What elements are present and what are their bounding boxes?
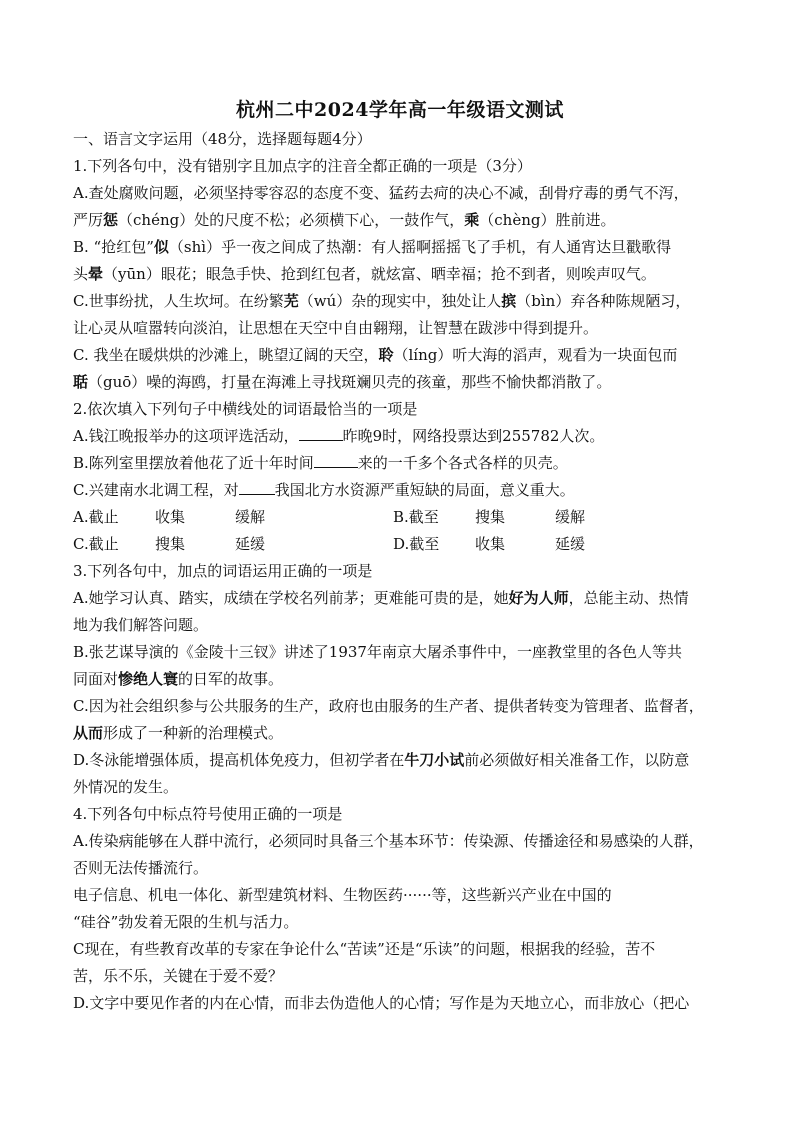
dotted-phrase: 从而 — [73, 724, 104, 742]
answer-label: D.截至 — [393, 535, 440, 553]
answer-word: 缓解 — [235, 508, 266, 526]
dotted-char: 摈 — [501, 292, 517, 310]
fill-blank — [314, 453, 358, 468]
answer-word: 搜集 — [475, 508, 506, 526]
sentence-b — [73, 450, 727, 477]
fill-blank — [239, 480, 275, 495]
answer-option-a — [73, 504, 393, 531]
option-text: C. 我坐在暖烘烘的沙滩上，眺望辽阔的天空， — [73, 346, 379, 364]
option-d — [73, 342, 727, 396]
sentence-text: 我国北方水资源严重短缺的局面，意义重大。 — [274, 481, 575, 499]
option-text: B. “抢红包” — [73, 238, 154, 256]
option-text: 前必须做好相关准备工作，以防意 — [464, 751, 690, 769]
option-c — [73, 936, 727, 990]
option-a — [73, 828, 727, 882]
option-text: 同面对 — [73, 670, 119, 688]
dotted-char: 芜 — [283, 292, 299, 310]
sentence-text: C.兴建南水北调工程，对 — [73, 481, 239, 499]
answer-option-c — [73, 531, 393, 558]
option-text: （líng）听大海的滔声，观看为一块面包而 — [393, 346, 678, 364]
option-text: （chèng）胜前进。 — [479, 211, 616, 229]
answer-word: 收集 — [475, 535, 506, 553]
option-b — [73, 882, 727, 936]
answer-word: 延缓 — [555, 535, 586, 553]
answer-label: B.截至 — [393, 508, 439, 526]
option-text: 地为我们解答问题。 — [73, 616, 209, 634]
answer-row — [73, 504, 727, 531]
dotted-phrase: 好为人师 — [508, 589, 569, 607]
sentence-text: A.钱江晚报举办的这项评选活动， — [73, 427, 299, 445]
question-stem: 2.依次填入下列句子中横线处的词语最恰当的一项是 — [73, 400, 418, 418]
option-text: C.因为社会组织参与公共服务的生产，政府也由服务的生产者、提供者转变为管理者、监督者， — [73, 697, 704, 715]
answer-word: 延缓 — [235, 535, 266, 553]
dotted-char: 乘 — [464, 211, 480, 229]
sentence-a — [73, 423, 727, 450]
question-3 — [73, 558, 727, 801]
answer-row — [73, 531, 727, 558]
option-d — [73, 747, 727, 801]
answer-option-d — [393, 531, 713, 558]
option-text: B.张艺谋导演的《金陵十三钗》讲述了1937年南京大屠杀事件中，一座教堂里的各色人等共 — [73, 643, 682, 661]
section-heading: 一、语言文字运用（48分，选择题每题4分） — [73, 130, 372, 148]
option-text: 外情况的发生。 — [73, 778, 179, 796]
option-text: 严厉 — [73, 211, 104, 229]
option-text: 的日军的故事。 — [178, 670, 284, 688]
option-text: ，总能主动、热情 — [568, 589, 689, 607]
option-c — [73, 288, 727, 342]
option-text: 苦，乐不乐，关键在于爱不爱？ — [73, 967, 284, 985]
option-text: C现在，有些教育改革的专家在争论什么“苦读”还是“乐读”的问题，根据我的经验，苦不 — [73, 940, 656, 958]
option-text: （chéng）处的尺度不松；必须横下心，一鼓作气， — [118, 211, 465, 229]
page-title: 杭州二中2024学年高一年级语文测试 — [236, 99, 564, 121]
answer-word: 收集 — [155, 508, 186, 526]
answer-word: 缓解 — [555, 508, 586, 526]
option-b — [73, 639, 727, 693]
question-1 — [73, 153, 727, 396]
option-text: C.世事纷扰，人生坎坷。在纷繁 — [73, 292, 284, 310]
option-text: 电子信息、机电一体化、新型建筑材料、生物医药······等，这些新兴产业在中国的 — [73, 886, 612, 904]
dotted-char: 惩 — [103, 211, 119, 229]
answer-word: 搜集 — [155, 535, 186, 553]
dotted-char: 似 — [153, 238, 169, 256]
option-text: （guō）噪的海鸥，打量在海滩上寻找斑斓贝壳的孩童，那些不愉快都消散了。 — [88, 373, 612, 391]
option-text: 头 — [73, 265, 89, 283]
option-text: D.文字中要见作者的内在心情，而非去伪造他人的心情；写作是为天地立心，而非放心（把心 — [73, 994, 690, 1012]
option-text: （yūn）眼花；眼急手快、抢到红包者，就炫富、晒幸福；抢不到者，则唉声叹气。 — [103, 265, 656, 283]
answer-option-b — [393, 504, 713, 531]
option-text: A.她学习认真、踏实，成绩在学校名列前茅；更难能可贵的是，她 — [73, 589, 509, 607]
fill-blank — [299, 426, 343, 441]
option-d — [73, 990, 727, 1017]
option-b — [73, 234, 727, 288]
question-4 — [73, 801, 727, 1017]
question-2 — [73, 396, 727, 558]
option-text: 让心灵从喧嚣转向淡泊，让思想在天空中自由翱翔，让智慧在跋涉中得到提升。 — [73, 319, 599, 337]
dotted-phrase: 牛刀小试 — [404, 751, 465, 769]
dotted-char: 晕 — [88, 265, 104, 283]
option-text: A.查处腐败问题，必须坚持零容忍的态度不变、猛药去疴的决心不减，刮骨疗毒的勇气不泻， — [73, 184, 689, 202]
option-text: 否则无法传播流行。 — [73, 859, 209, 877]
question-stem: 3.下列各句中，加点的词语运用正确的一项是 — [73, 562, 373, 580]
dotted-phrase: 惨绝人寰 — [118, 670, 179, 688]
option-text: （bìn）弃各种陈规陋习， — [516, 292, 691, 310]
option-a — [73, 585, 727, 639]
sentence-text: 昨晚9时，网络投票达到255782人次。 — [342, 427, 605, 445]
sentence-text: 来的一千多个各式各样的贝壳。 — [357, 454, 568, 472]
option-c — [73, 693, 727, 747]
dotted-char: 聒 — [73, 373, 89, 391]
option-text: D.冬泳能增强体质，提高机体免疫力，但初学者在 — [73, 751, 405, 769]
question-stem: 4.下列各句中标点符号使用正确的一项是 — [73, 805, 343, 823]
sentence-c — [73, 477, 727, 504]
answer-label: C.截止 — [73, 535, 119, 553]
option-text: “硅谷”勃发着无限的生机与活力。 — [73, 913, 299, 931]
dotted-char: 聆 — [378, 346, 394, 364]
option-a — [73, 180, 727, 234]
option-text: （wú）杂的现实中，独处让人 — [298, 292, 502, 310]
option-text: （shì）乎一夜之间成了热潮：有人摇啊摇摇飞了手机，有人通宵达旦戳歌得 — [168, 238, 672, 256]
option-text: A.传染病能够在人群中流行，必须同时具备三个基本环节：传染源、传播途径和易感染的人群， — [73, 832, 704, 850]
question-stem: 1.下列各句中，没有错别字且加点字的注音全都正确的一项是（3分） — [73, 157, 532, 175]
option-text: 形成了一种新的治理模式。 — [103, 724, 284, 742]
answer-label: A.截止 — [73, 508, 119, 526]
sentence-text: B.陈列室里摆放着他花了近十年时间 — [73, 454, 314, 472]
